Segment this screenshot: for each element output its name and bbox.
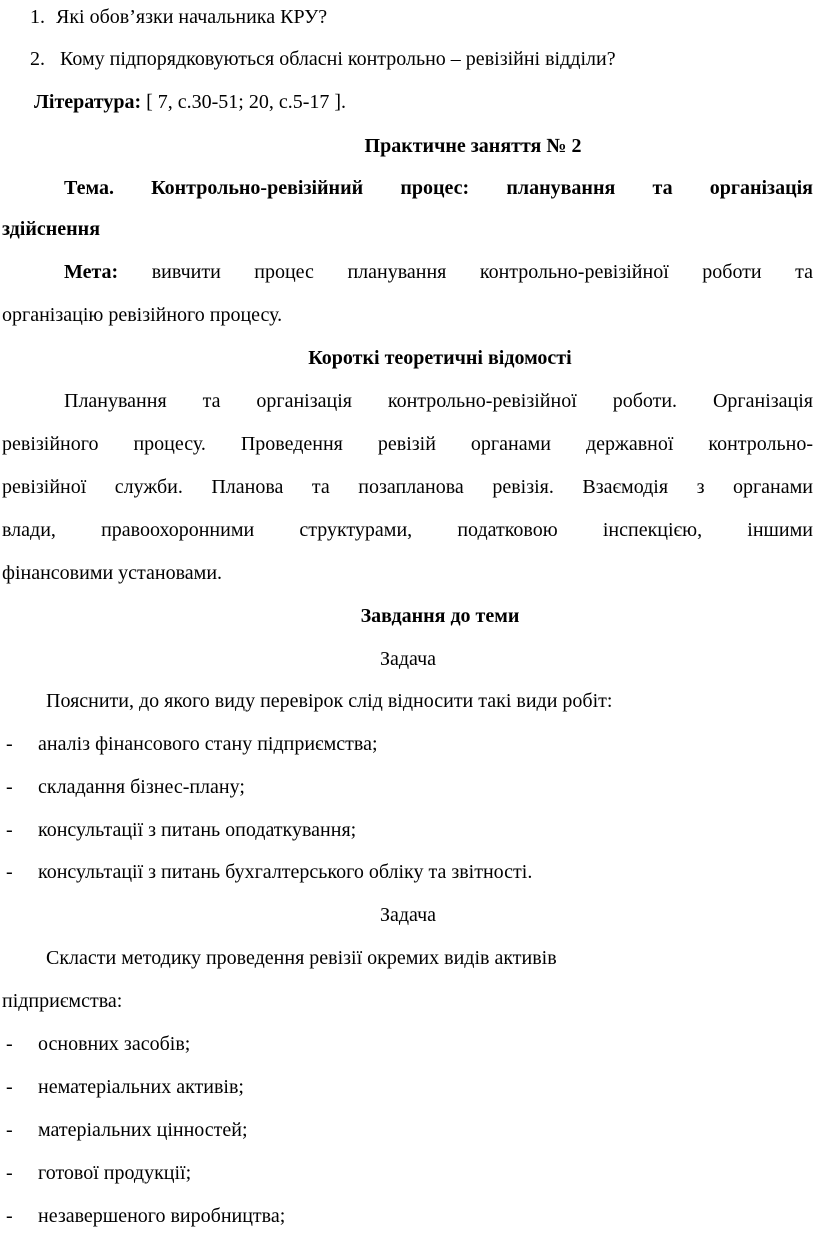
task-2-item-text: нематеріальних активів;	[38, 1076, 244, 1098]
practical-title: Практичне заняття № 2	[364, 135, 582, 157]
task-2-item-text: основних засобів;	[38, 1033, 191, 1055]
list-dash: -	[6, 733, 13, 755]
task-2-intro-line-2: підприємства:	[2, 990, 123, 1012]
list-dash: -	[6, 1162, 13, 1184]
theory-line-2: ревізійного процесу. Проведення ревізій органами державної контрольно-	[2, 433, 813, 455]
tasks-heading: Завдання до теми	[360, 605, 520, 627]
theory-line-3: ревізійної служби. Планова та позапланова ревізія. Взаємодія з органами	[2, 476, 813, 498]
question-2-text: Кому підпорядковуються обласні контрольно – ревізійні відділи?	[60, 48, 616, 70]
task-1-label	[0, 646, 816, 672]
task-1-intro: Пояснити, до якого виду перевірок слід відносити такі види робіт:	[46, 690, 613, 712]
theory-heading: Короткі теоретичні відомості	[308, 347, 572, 369]
goal-line-2: організацію ревізійного процесу.	[2, 304, 283, 326]
list-dash: -	[6, 1119, 13, 1141]
goal-text: вивчити процес планування контрольно-ревізійної роботи та	[151, 261, 813, 283]
list-dash: -	[6, 1205, 13, 1227]
question-1-text: Які обов’язки начальника КРУ?	[56, 6, 328, 28]
list-dash: -	[6, 1033, 13, 1055]
task-1-item-text: консультації з питань бухгалтерського обліку та звітності.	[38, 861, 533, 883]
list-dash: -	[6, 861, 13, 883]
task-2-intro-line-1: Скласти методику проведення ревізії окремих видів активів	[46, 947, 557, 969]
goal-line-1	[64, 259, 813, 285]
theory-line-5: фінансовими установами.	[2, 562, 223, 584]
literature-label: Література:	[34, 91, 142, 113]
task-1-item-text: консультації з питань оподаткування;	[38, 819, 357, 841]
question-1-number: 1.	[30, 6, 45, 28]
task-1-item-text: складання бізнес-плану;	[38, 776, 245, 798]
literature-text: [ 7, с.30-51; 20, с.5-17 ].	[141, 91, 347, 113]
question-2-number: 2.	[30, 48, 45, 70]
task-1-item-text: аналіз фінансового стану підприємства;	[38, 733, 378, 755]
goal-label: Мета:	[64, 261, 119, 283]
task-1-label-text: Задача	[379, 648, 437, 670]
topic-line-1: Тема. Контрольно-ревізійний процес: планування та організація	[64, 177, 813, 199]
literature	[34, 89, 346, 115]
task-2-item-text: незавершеного виробництва;	[38, 1205, 286, 1227]
question-2	[30, 46, 616, 72]
list-dash: -	[6, 1076, 13, 1098]
theory-line-1: Планування та організація контрольно-ревізійної роботи. Організація	[64, 390, 813, 412]
task-2-label-text: Задача	[379, 904, 437, 926]
list-dash: -	[6, 819, 13, 841]
task-2-item-text: готової продукції;	[38, 1162, 192, 1184]
task-2-item-text: матеріальних цінностей;	[38, 1119, 248, 1141]
question-1	[30, 4, 327, 30]
task-2-label	[0, 902, 816, 928]
theory-line-4: влади, правоохоронними структурами, податковою інспекцією, іншими	[2, 519, 813, 541]
topic-line-2: здійснення	[2, 218, 101, 240]
list-dash: -	[6, 776, 13, 798]
